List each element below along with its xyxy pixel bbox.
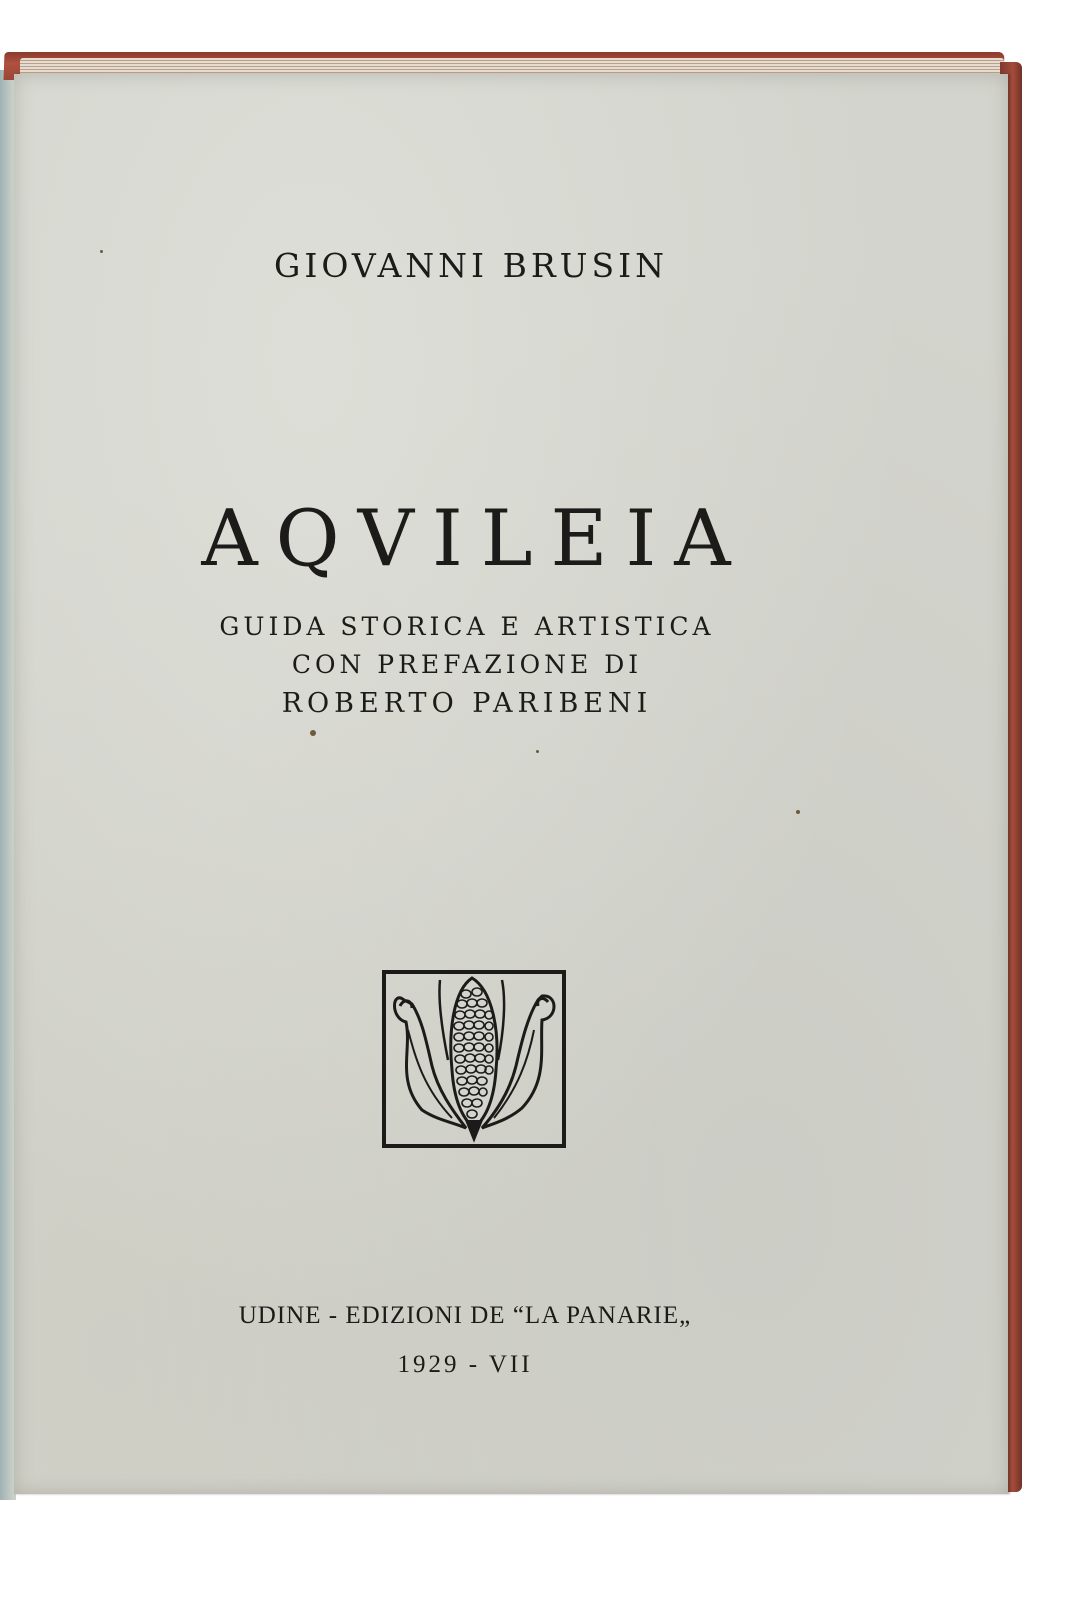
publisher-imprint: UDINE - EDIZIONI DE “LA PANARIE„: [238, 1302, 692, 1329]
preface-author: ROBERTO PARIBENI: [281, 688, 653, 719]
corn-cob-woodcut-icon: [382, 970, 566, 1148]
publication-year: 1929 - VII: [397, 1351, 533, 1378]
paper-speck: [310, 730, 316, 736]
paper-speck: [100, 250, 103, 253]
book-subtitle: GUIDA STORICA E ARTISTICA: [219, 612, 715, 641]
book-title: AQVILEIA: [201, 494, 749, 584]
paper-speck: [536, 750, 539, 753]
paper-speck: [796, 810, 800, 814]
preface-line: CON PREFAZIONE DI: [291, 650, 643, 679]
title-page: [14, 74, 1008, 1494]
author-name: GIOVANNI BRUSIN: [274, 246, 668, 285]
